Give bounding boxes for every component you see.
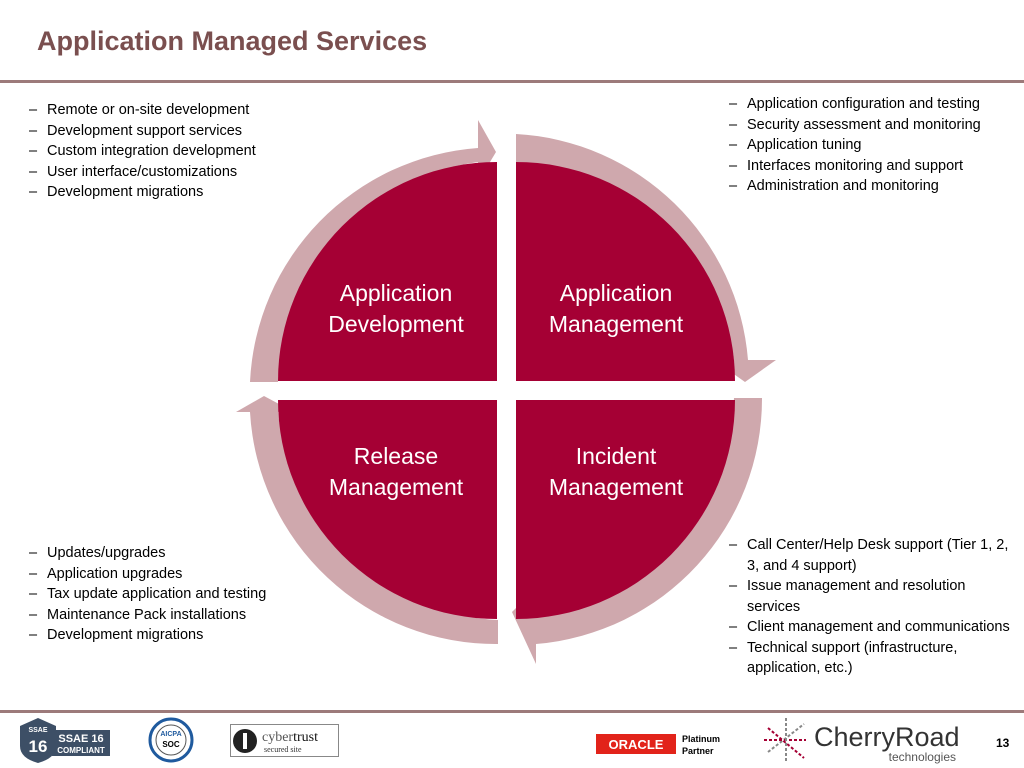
quadrant-release-management	[278, 400, 497, 619]
slide-title: Application Managed Services	[37, 26, 428, 56]
bullet-item: – Tax update application and testing	[29, 584, 329, 605]
bullet-item: – Administration and monitoring	[729, 176, 1019, 197]
bullet-item: – Technical support (infrastructure, application, etc.)	[729, 638, 1019, 679]
quadrant-application-development	[278, 162, 497, 381]
quadrant-label-development-line1: Application	[339, 280, 453, 306]
cycle-arrows	[236, 120, 776, 664]
oracle-platinum-partner-logo	[596, 730, 731, 758]
bullet-item: – Development support services	[29, 121, 329, 142]
bullet-item: – Updates/upgrades	[29, 543, 329, 564]
quadrant-label-release-line2: Management	[328, 474, 464, 500]
svg-text:SSAE 16: SSAE 16	[58, 733, 104, 745]
bullet-item: – Issue management and resolution services	[729, 576, 1019, 617]
bullet-item: – User interface/customizations	[29, 162, 329, 183]
page-number: 13	[996, 736, 1010, 750]
ssae16-logo	[18, 716, 114, 764]
quadrant-label-management-line2: Management	[548, 311, 684, 337]
quadrant-label-incident-line2: Management	[548, 474, 684, 500]
svg-text:CherryRoad: CherryRoad	[814, 722, 960, 752]
bullet-item: – Custom integration development	[29, 141, 329, 162]
svg-text:secured site: secured site	[264, 745, 302, 754]
bullet-item: – Application upgrades	[29, 564, 329, 585]
cybertrust-logo	[230, 724, 340, 758]
bullet-item: – Remote or on-site development	[29, 100, 329, 121]
bullet-item: – Application tuning	[729, 135, 1019, 156]
quadrant-label-release-line1: Release	[353, 443, 439, 469]
svg-text:ORACLE: ORACLE	[608, 737, 664, 752]
bullet-item: – Interfaces monitoring and support	[729, 156, 1019, 177]
svg-text:technologies: technologies	[888, 750, 956, 764]
bullet-item: – Application configuration and testing	[729, 94, 1019, 115]
svg-text:SOC: SOC	[162, 740, 180, 749]
quadrant-label-development-line2: Development	[328, 311, 464, 337]
bullet-item: – Development migrations	[29, 182, 329, 203]
cherryroad-logo	[760, 716, 965, 766]
bullet-item: – Maintenance Pack installations	[29, 605, 329, 626]
svg-text:cybertrust: cybertrust	[262, 730, 318, 745]
aicpa-soc-logo	[148, 716, 194, 764]
bullet-item: – Development migrations	[29, 625, 329, 646]
quadrant-application-management	[516, 162, 735, 381]
bullet-item: – Security assessment and monitoring	[729, 115, 1019, 136]
quadrant-label-incident-line1: Incident	[575, 443, 657, 469]
svg-text:Platinum: Platinum	[682, 734, 721, 744]
svg-text:Partner: Partner	[682, 746, 714, 756]
cherry-icon	[764, 718, 806, 762]
bullet-item: – Call Center/Help Desk support (Tier 1, 2, 3, and 4 support)	[729, 535, 1019, 576]
svg-text:COMPLIANT: COMPLIANT	[57, 746, 105, 755]
quadrant-label-management-line1: Application	[559, 280, 673, 306]
footer-divider	[0, 710, 1024, 713]
svg-text:16: 16	[28, 737, 48, 756]
svg-text:SSAE: SSAE	[28, 727, 48, 734]
quadrant-incident-management	[516, 400, 735, 619]
bullet-item: – Client management and communications	[729, 617, 1019, 638]
quadrants	[278, 162, 735, 619]
svg-text:AICPA: AICPA	[160, 731, 182, 738]
